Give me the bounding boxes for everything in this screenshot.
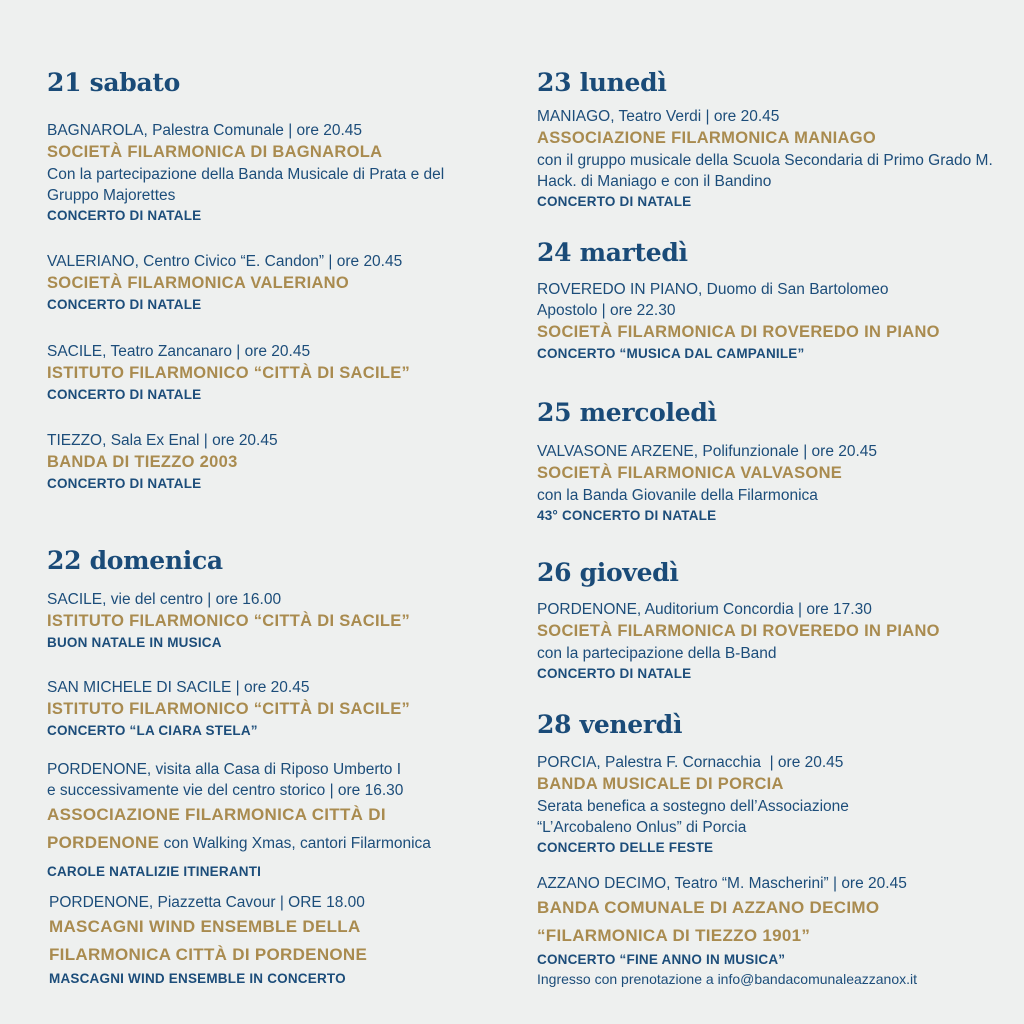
event-porcia	[537, 752, 1007, 858]
event-organizer-line1: ASSOCIAZIONE FILARMONICA CITTÀ DI	[47, 805, 386, 824]
event-type: 43° CONCERTO DI NATALE	[537, 508, 717, 523]
event-note: con il gruppo musicale della Scuola Secondaria di Primo Grado M. Hack. di Maniago e con il Bandino	[537, 152, 993, 190]
event-place: PORCIA, Palestra F. Cornacchia | ore 20.45	[537, 754, 844, 771]
event-place: VALVASONE ARZENE, Polifunzionale | ore 20.45	[537, 443, 878, 460]
event-place: PORDENONE, Auditorium Concordia | ore 17.30	[537, 601, 872, 618]
event-type: CONCERTO DI NATALE	[47, 476, 202, 491]
event-organizer: ISTITUTO FILARMONICO “CITTÀ DI SACILE”	[47, 612, 411, 630]
event-note: con la partecipazione della B-Band	[537, 645, 777, 662]
day-heading-24: 24 martedì	[537, 238, 688, 267]
day-heading-22: 22 domenica	[47, 546, 223, 575]
event-sacile-zancanaro	[47, 341, 497, 405]
event-organizer-line1: BANDA COMUNALE DI AZZANO DECIMO	[537, 898, 880, 917]
event-note-line2: “L’Arcobaleno Onlus” di Porcia	[537, 819, 747, 836]
event-place-line2: Apostolo | ore 22.30	[537, 302, 676, 319]
event-type: MASCAGNI WIND ENSEMBLE IN CONCERTO	[49, 971, 346, 986]
event-place: PORDENONE, Piazzetta Cavour | ORE 18.00	[49, 894, 365, 911]
event-organizer: SOCIETÀ FILARMONICA DI ROVEREDO IN PIANO	[537, 323, 940, 341]
event-organizer: BANDA DI TIEZZO 2003	[47, 453, 238, 471]
event-place: TIEZZO, Sala Ex Enal | ore 20.45	[47, 432, 278, 449]
event-type: CONCERTO DI NATALE	[537, 194, 692, 209]
event-place: AZZANO DECIMO, Teatro “M. Mascherini” | ore 20.45	[537, 875, 907, 892]
event-organizer: SOCIETÀ FILARMONICA VALVASONE	[537, 464, 843, 482]
event-valvasone	[537, 441, 1007, 526]
event-organizer-line2: FILARMONICA CITTÀ DI PORDENONE	[49, 945, 368, 964]
event-type: CONCERTO DI NATALE	[47, 297, 202, 312]
event-san-michele	[47, 677, 497, 741]
event-type: CONCERTO DI NATALE	[47, 208, 202, 223]
event-organizer: SOCIETÀ FILARMONICA DI BAGNAROLA	[47, 143, 383, 161]
event-place: MANIAGO, Teatro Verdi | ore 20.45	[537, 108, 780, 125]
event-place-line2: e successivamente vie del centro storico | ore 16.30	[47, 782, 404, 799]
event-organizer-line1: MASCAGNI WIND ENSEMBLE DELLA	[49, 917, 361, 936]
event-place-line1: PORDENONE, visita alla Casa di Riposo Umberto I	[47, 761, 402, 778]
event-organizer: ISTITUTO FILARMONICO “CITTÀ DI SACILE”	[47, 700, 411, 718]
event-organizer-line2: “FILARMONICA DI TIEZZO 1901”	[537, 926, 811, 945]
event-type: CONCERTO DI NATALE	[47, 387, 202, 402]
event-bagnarola	[47, 120, 497, 226]
event-maniago	[537, 106, 1007, 212]
event-organizer: ISTITUTO FILARMONICO “CITTÀ DI SACILE”	[47, 364, 411, 382]
event-type: BUON NATALE IN MUSICA	[47, 635, 222, 650]
event-pordenone-cavour	[49, 892, 499, 989]
event-organizer: SOCIETÀ FILARMONICA VALERIANO	[47, 274, 350, 292]
event-organizer-note: con Walking Xmas, cantori Filarmonica	[159, 835, 431, 852]
day-heading-23: 23 lunedì	[537, 68, 667, 97]
event-note: con la Banda Giovanile della Filarmonica	[537, 487, 818, 504]
event-type: CONCERTO “MUSICA DAL CAMPANILE”	[537, 346, 805, 361]
event-booking-note: Ingresso con prenotazione a info@bandacomunaleazzanox.it	[537, 971, 918, 987]
event-organizer: SOCIETÀ FILARMONICA DI ROVEREDO IN PIANO	[537, 622, 940, 640]
event-azzano-decimo	[537, 873, 1007, 988]
event-valeriano	[47, 251, 497, 315]
event-type: CAROLE NATALIZIE ITINERANTI	[47, 864, 262, 879]
event-place: BAGNAROLA, Palestra Comunale | ore 20.45	[47, 122, 363, 139]
event-type: CONCERTO DELLE FESTE	[537, 840, 714, 855]
event-place: VALERIANO, Centro Civico “E. Candon” | ore 20.45	[47, 253, 403, 270]
event-type: CONCERTO “LA CIARA STELA”	[47, 723, 258, 738]
event-roveredo-duomo	[537, 279, 1007, 364]
event-organizer-line2	[47, 829, 507, 858]
day-heading-21: 21 sabato	[47, 68, 180, 97]
event-note: Con la partecipazione della Banda Musicale di Prata e del Gruppo Majorettes	[47, 166, 445, 204]
day-heading-25: 25 mercoledì	[537, 398, 717, 427]
event-tiezzo	[47, 430, 497, 494]
event-type: CONCERTO “FINE ANNO IN MUSICA”	[537, 952, 786, 967]
day-heading-28: 28 venerdì	[537, 710, 683, 739]
day-heading-26: 26 giovedì	[537, 558, 679, 587]
event-place: SACILE, Teatro Zancanaro | ore 20.45	[47, 343, 311, 360]
event-organizer: ASSOCIAZIONE FILARMONICA MANIAGO	[537, 129, 876, 147]
event-note-line1: Serata benefica a sostegno dell’Associazione	[537, 798, 849, 815]
event-type: CONCERTO DI NATALE	[537, 666, 692, 681]
event-place: SAN MICHELE DI SACILE | ore 20.45	[47, 679, 310, 696]
event-pordenone-casa-riposo	[47, 759, 507, 882]
event-sacile-centro	[47, 589, 497, 653]
event-pordenone-concordia	[537, 599, 1007, 684]
event-organizer: BANDA MUSICALE DI PORCIA	[537, 775, 784, 793]
event-place: SACILE, vie del centro | ore 16.00	[47, 591, 282, 608]
event-organizer-name: PORDENONE	[47, 833, 160, 852]
event-place-line1: ROVEREDO IN PIANO, Duomo di San Bartolomeo	[537, 281, 889, 298]
